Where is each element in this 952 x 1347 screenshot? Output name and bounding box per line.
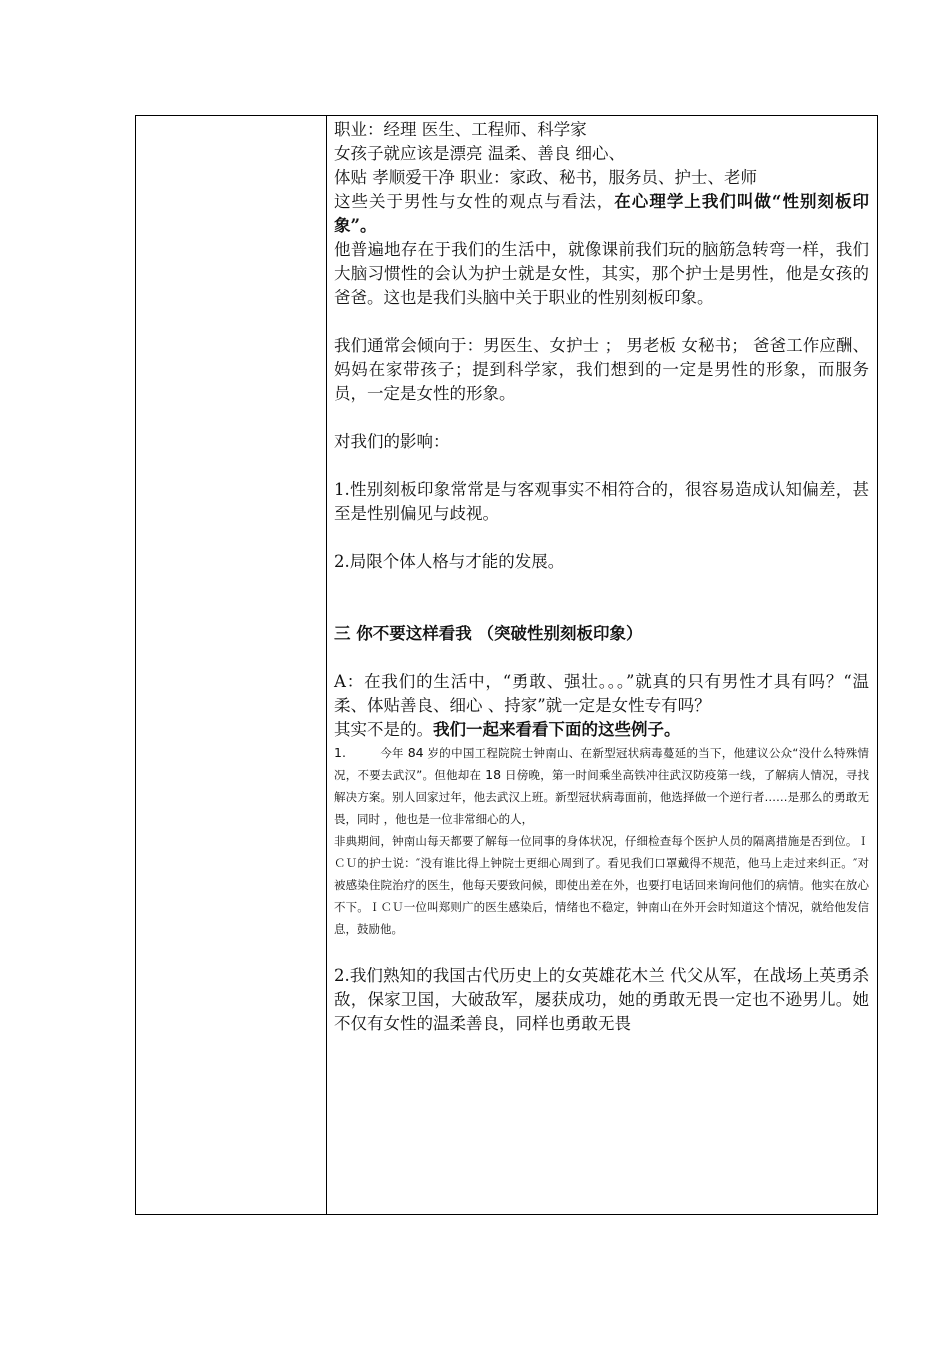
answer-line xyxy=(334,718,869,742)
left-column-cell xyxy=(136,116,327,1214)
girl-occupation-line: 体贴 孝顺爱干净 职业：家政、秘书，服务员、护士、老师 xyxy=(334,168,757,187)
example-1-sars: 非典期间，钟南山每天都要了解每一位同事的身体状况，仔细检查每个医护人员的隔离措施是否到位。ＩＣＵ的护士说：″没有谁比得上钟院士更细心周到了。看见我们口罩戴得不规范，他马上走过来纠正。″对被感染住院治疗的医生，他每天要致问候，即使出差在外，也要打电话回来询问他们的病情。他实在放心不下。ＩＣＵ一位叫郑则广的医生感染后，情绪也不稳定，钟南山在外开会时知道这个情况，就给他发信息，鼓励他。 xyxy=(334,834,869,936)
paragraph-tendency: 我们通常会倾向于：男医生、女护士 ； 男老板 女秘书； 爸爸工作应酬、妈妈在家带孩子；提到科学家，我们想到的一定是男性的形象，而服务员，一定是女性的形象。 xyxy=(334,336,869,403)
occupation-line: 职业：经理 医生、工程师、科学家 xyxy=(334,120,587,139)
stereotype-intro: 这些关于男性与女性的观点与看法， xyxy=(334,192,615,211)
example-1: 1. 今年 84 岁的中国工程院院士钟南山、在新型冠状病毒蔓延的当下，他建议公众“没什么特殊情况，不要去武汉”。但他却在 18 日傍晚，第一时间乘坐高铁冲往武汉防疫第一线，了解病人情况，寻找解决方案。别人回家过年，他去武汉上班。新型冠状病毒面前，他选择做一个逆行者……是那么的勇敢无畏，同时 ，他也是一位非常细心的人， xyxy=(334,745,870,826)
paragraph-prevalence: 他普遍地存在于我们的生活中，就像课前我们玩的脑筋急转弯一样，我们大脑习惯性的会认为护士就是女性，其实，那个护士是男性，他是女孩的爸爸。这也是我们头脑中关于职业的性别刻板印象。 xyxy=(334,240,869,307)
influence-point-1: 1.性别刻板印象常常是与客观事实不相符合的，很容易造成认知偏差，甚至是性别偏见与歧视。 xyxy=(334,480,869,523)
influence-point-2: 2.局限个体人格与才能的发展。 xyxy=(334,552,565,571)
influence-heading: 对我们的影响： xyxy=(334,432,450,451)
answer-examples: 我们一起来看看下面的这些例子。 xyxy=(433,720,681,739)
document-table xyxy=(135,115,878,1215)
question-paragraph: A：在我们的生活中，“勇敢、强壮。。。”就真的只有男性才具有吗？“温柔、体贴善良、细心 、持家”就一定是女性专有吗？ xyxy=(334,672,869,715)
girl-traits-line: 女孩子就应该是漂亮 温柔、善良 细心、 xyxy=(334,144,625,163)
stereotype-term: 在心理学上我们叫做“性别刻板印象”。 xyxy=(334,192,870,235)
example-2: 2.我们熟知的我国古代历史上的女英雄花木兰 代父从军，在战场上英勇杀敌，保家卫国，大破敌军，屡获成功，她的勇敢无畏一定也不逊男儿。她不仅有女性的温柔善良，同样也勇敢无畏 xyxy=(334,966,869,1033)
example-1-number: 1. xyxy=(334,745,346,760)
section-3-heading: 三 你不要这样看我 （突破性别刻板印象） xyxy=(334,624,643,643)
content-cell xyxy=(334,118,869,1036)
stereotype-definition xyxy=(334,190,869,238)
answer-intro: 其实不是的。 xyxy=(334,720,433,739)
